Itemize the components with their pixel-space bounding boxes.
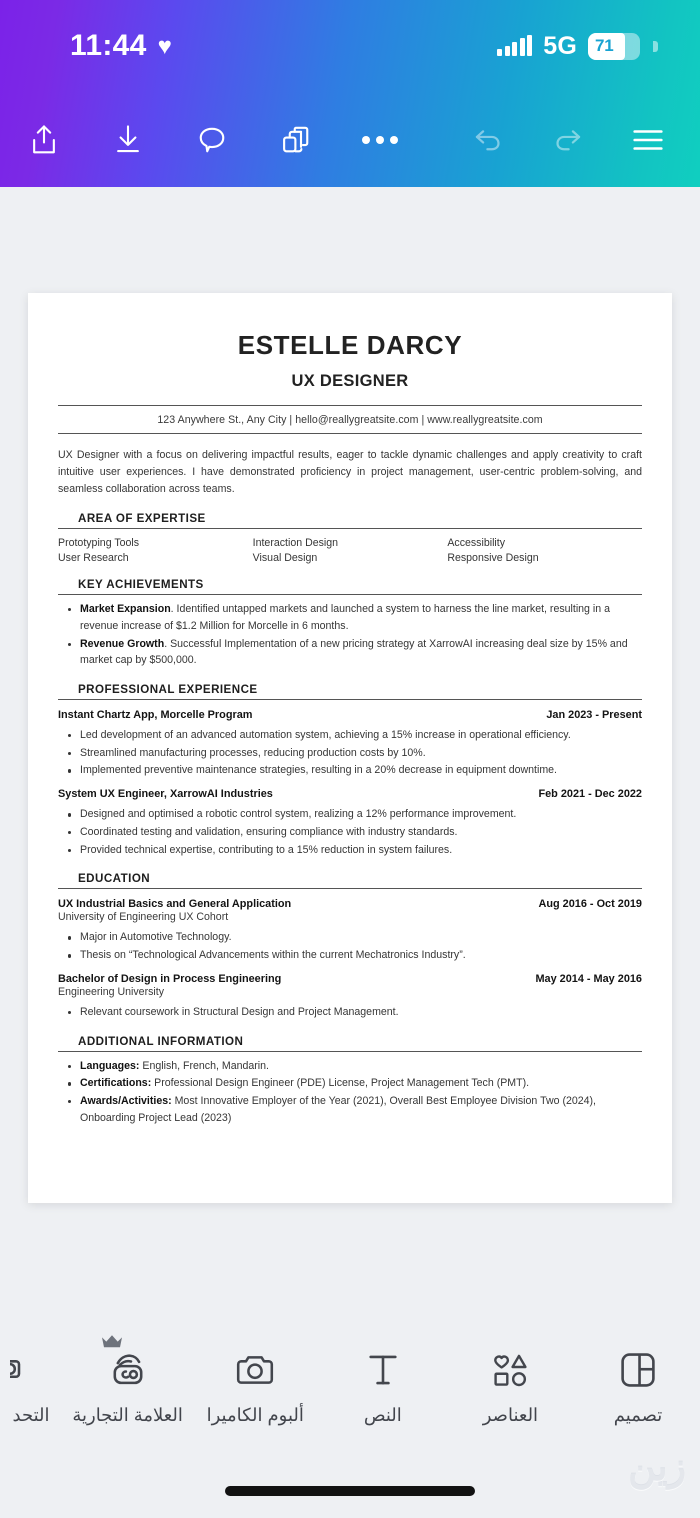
text-icon: [364, 1347, 402, 1393]
list-item: Designed and optimised a robotic control system, realizing a 12% performance improvement.: [58, 806, 642, 823]
education-header: [58, 973, 642, 985]
nav-item-uploads[interactable]: [0, 1347, 62, 1426]
additional-text: English, French, Mandarin.: [139, 1059, 269, 1072]
additional-list: [58, 1058, 642, 1127]
status-bar-right: [497, 32, 658, 61]
expertise-grid: [58, 537, 642, 564]
nav-label-elements: العناصر: [482, 1405, 539, 1425]
expertise-item: Prototyping Tools: [58, 537, 140, 550]
status-time: 11:44: [70, 29, 147, 62]
section-title-education: EDUCATION: [58, 872, 642, 889]
additional-text: Professional Design Engineer (PDE) License, Project Management Tech (PMT).: [151, 1077, 530, 1090]
achievement-text: . Identified untapped markets and launched a system to harness the line market, resulting in a revenue increase of $1.2 Million for Morcelle in 6 months.: [80, 603, 610, 632]
list-item: Major in Automotive Technology.: [58, 929, 642, 946]
education-dates: May 2014 - May 2016: [535, 972, 642, 985]
nav-item-design[interactable]: [576, 1347, 700, 1426]
nav-item-elements[interactable]: [448, 1347, 572, 1426]
nav-label-uploads: التحد: [12, 1405, 50, 1425]
toolbar-left-group: [18, 114, 406, 166]
menu-icon[interactable]: [622, 114, 674, 166]
watermark: زين: [628, 1447, 686, 1489]
list-item: [58, 1075, 642, 1092]
education-bullets: [58, 1004, 642, 1021]
list-item: Led development of an advanced automation system, achieving a 15% increase in operational efficiency.: [58, 727, 642, 744]
list-item: Provided technical expertise, contributing to a 15% reduction in system failures.: [58, 842, 642, 859]
bottom-nav-row: [0, 1347, 700, 1457]
signal-bars-icon: [497, 36, 532, 56]
nav-label-text: النص: [363, 1405, 402, 1425]
job-header: [58, 709, 642, 721]
upload-icon: [10, 1347, 52, 1393]
section-title-experience: PROFESSIONAL EXPERIENCE: [58, 683, 642, 700]
education-title: UX Industrial Basics and General Application: [58, 898, 292, 911]
achievements-list: [58, 601, 642, 669]
resume-summary: UX Designer with a focus on delivering impactful results, eager to tackle dynamic challenges and apply creativity to craft intuitive user experiences. I have demonstrated proficiency in project management, user-centric problem-solving, and seamless collaboration across teams.: [58, 448, 642, 495]
toolbar-right-group: [462, 114, 674, 166]
section-title-additional: ADDITIONAL INFORMATION: [58, 1035, 642, 1052]
download-icon[interactable]: [102, 114, 154, 166]
resume-contact-line: 123 Anywhere St., Any City | hello@reallygreatsite.com | www.reallygreatsite.com: [58, 405, 642, 434]
education-bullets: [58, 929, 642, 963]
additional-lead: Awards/Activities:: [80, 1095, 172, 1108]
section-title-achievements: KEY ACHIEVEMENTS: [58, 578, 642, 595]
app-top-bar: [0, 0, 700, 187]
job-header: [58, 788, 642, 800]
design-canvas[interactable]: [0, 187, 700, 1323]
expertise-item: Interaction Design: [252, 537, 339, 550]
section-achievements: [58, 578, 642, 669]
duplicate-page-icon[interactable]: [270, 114, 322, 166]
additional-text: Most Innovative Employer of the Year (2021), Overall Best Employee Division Two (2024), Onboarding Project Lead (2023): [80, 1095, 597, 1124]
job-bullets: [58, 806, 642, 858]
expertise-item: Visual Design: [252, 552, 318, 565]
list-item: Relevant coursework in Structural Design and Project Management.: [58, 1004, 642, 1021]
achievement-text: . Successful Implementation of a new pricing strategy at XarrowAI increasing deal size by 15% and market cap by $500,000.: [80, 637, 628, 667]
status-bar-left: [70, 31, 172, 61]
list-item: [58, 601, 642, 634]
nav-label-design: تصميم: [613, 1405, 663, 1425]
education-institution: University of Engineering UX Cohort: [58, 911, 229, 924]
list-item: Thesis on “Technological Advancements within the current Mechatronics Industry”.: [58, 947, 642, 964]
section-experience: [58, 683, 642, 858]
share-icon[interactable]: [18, 114, 70, 166]
undo-icon[interactable]: [462, 114, 514, 166]
education-title: Bachelor of Design in Process Engineering: [58, 972, 282, 985]
nav-item-text[interactable]: [321, 1347, 445, 1426]
list-item: Coordinated testing and validation, ensuring compliance with industry standards.: [58, 824, 642, 841]
expertise-item: User Research: [58, 552, 129, 565]
additional-lead: Certifications:: [80, 1077, 152, 1090]
expertise-item: Responsive Design: [447, 552, 539, 565]
battery-cap-icon: [653, 41, 658, 52]
section-additional: [58, 1035, 642, 1127]
heart-icon: ♥: [157, 33, 172, 60]
job-dates: Jan 2023 - Present: [546, 709, 642, 721]
list-item: Implemented preventive maintenance strategies, resulting in a 20% decrease in equipment downtime.: [58, 762, 642, 779]
list-item: [58, 1093, 642, 1126]
section-education: [58, 872, 642, 1020]
camera-icon: [234, 1347, 276, 1393]
job-dates: Feb 2021 - Dec 2022: [538, 788, 642, 801]
battery-indicator: [588, 33, 640, 60]
editor-toolbar: [0, 92, 700, 187]
page-title: ESTELLE DARCY: [237, 330, 463, 360]
home-indicator[interactable]: [225, 1486, 475, 1496]
layout-grid-icon: [618, 1347, 658, 1393]
list-item: [58, 1058, 642, 1075]
list-item: [58, 636, 642, 669]
nav-item-camera-roll[interactable]: [193, 1347, 317, 1426]
comment-icon[interactable]: [186, 114, 238, 166]
section-title-expertise: AREA OF EXPERTISE: [58, 512, 642, 529]
shapes-icon: [489, 1347, 531, 1393]
expertise-item: Accessibility: [447, 537, 506, 550]
nav-label-brand-kit: العلامة التجارية: [72, 1405, 183, 1425]
achievement-lead: Market Expansion: [80, 603, 171, 616]
education-dates: Aug 2016 - Oct 2019: [538, 898, 642, 911]
list-item: Streamlined manufacturing processes, reducing production costs by 10%.: [58, 745, 642, 762]
section-expertise: [58, 512, 642, 564]
job-title: System UX Engineer, XarrowAI Industries: [58, 788, 273, 801]
nav-item-brand-kit[interactable]: [66, 1347, 190, 1426]
more-options-icon[interactable]: [354, 114, 406, 166]
nav-label-camera-roll: ألبوم الكاميرا: [206, 1405, 304, 1425]
education-institution: Engineering University: [58, 985, 164, 998]
network-type-label: 5G: [543, 31, 577, 60]
job-bullets: [58, 727, 642, 779]
crown-premium-icon: [100, 1333, 124, 1356]
resume-document-page[interactable]: [28, 293, 672, 1203]
achievement-lead: Revenue Growth: [80, 637, 165, 650]
resume-role: UX DESIGNER: [291, 371, 409, 390]
redo-icon[interactable]: [542, 114, 594, 166]
education-header: [58, 898, 642, 910]
additional-lead: Languages:: [80, 1059, 140, 1072]
job-title: Instant Chartz App, Morcelle Program: [58, 709, 253, 721]
status-bar: [0, 0, 700, 92]
bottom-toolbar: [0, 1323, 700, 1518]
battery-percent-label: 71: [595, 36, 614, 55]
